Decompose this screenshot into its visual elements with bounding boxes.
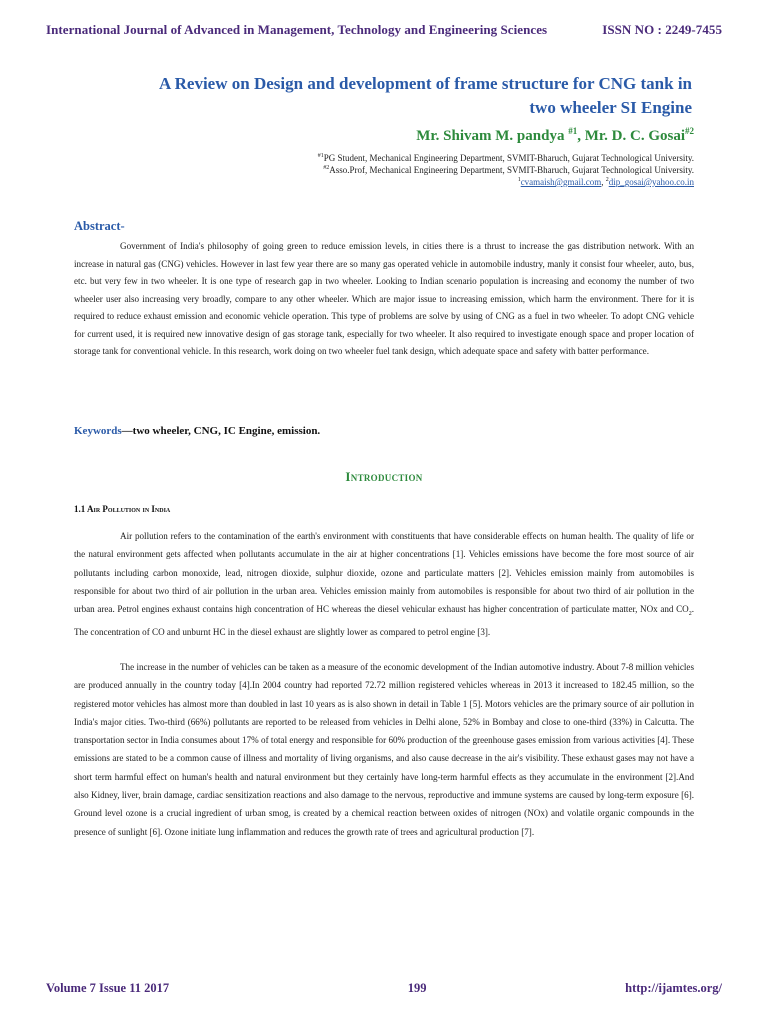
keywords-line: [74, 425, 320, 437]
volume-info: Volume 7 Issue 11 2017: [46, 981, 170, 995]
intro-paragraph-1: [74, 527, 694, 642]
author-2: Mr. D. C. Gosai: [584, 128, 685, 144]
author-2-mark: #2: [685, 126, 694, 136]
author-1-mark: #1: [568, 126, 578, 136]
keywords-text: —two wheeler, CNG, IC Engine, emission.: [121, 425, 321, 437]
affiliation-2-mark: #2: [323, 165, 330, 171]
subsection-heading: 1.1 Air Pollution in India: [74, 504, 171, 514]
issn-number: ISSN NO : 2249-7455: [602, 22, 722, 37]
running-header: [46, 22, 722, 38]
title-line-1: A Review on Design and development of frame structure for CNG tank in: [159, 74, 692, 93]
abstract-text: Government of India's philosophy of going green to reduce emission levels, in cities there is a thrust to increase the gas distribution network. With an increase in natural gas (CNG) vehicles. However in last few year there are so many gas operated vehicle in automobile industry, manly it consist four wheeler, auto, bus, etc. but very few in two wheeler. It is one type of research gap in two wheeler. Looking to Indian scenario population is increasing and economy the number of two wheeler user also increasing very broadly, compare to any other wheeler. Which are major issue to increasing emission, which harm the environment. There for it is required to reduce exhaust emission and economic vehicle operation. This type of problems are solve by using of CNG as a fuel in two wheeler. To adopt CNG vehicle for current used, it is required new innovative design of gas storage tank, especially for two wheeler. It also required to investigate enough space and proper location of storage tank for conventional vehicle. In this research, work doing on two wheeler fuel tank design, which adequate space and safety with batter performance.: [74, 241, 694, 356]
journal-url[interactable]: http://ijamtes.org/: [625, 981, 722, 995]
affiliation-1-mark: #1: [317, 153, 324, 159]
email-separator: ,: [601, 177, 606, 187]
paper-title: [40, 72, 692, 120]
abstract-heading: Abstract-: [74, 219, 125, 233]
author-list: [60, 126, 694, 145]
co2-subscript: 2: [688, 611, 692, 617]
email-1-link[interactable]: cvamaish@gmail.com: [520, 177, 602, 187]
page-number: 199: [407, 981, 427, 995]
author-1: Mr. Shivam M. pandya: [416, 128, 569, 144]
introduction-heading: Introduction: [345, 469, 423, 484]
author-separator: ,: [577, 128, 585, 144]
title-line-2: two wheeler SI Engine: [529, 98, 692, 117]
email-1-mark: 1: [517, 177, 521, 183]
intro-paragraph-1-a: Air pollution refers to the contamination of the earth's environment with constituents that have considerable effects on human health. The quality of life or the natural environment gets affected when pollutants accumulate in the air at higher concentrations [1]. Vehicles emissions have become the fore most source of air pollutants including carbon monoxide, lead, nitrogen dioxide, sulphur dioxide, ozone and particulate matters [2]. Vehicles emission mainly from automobiles is responsible for about two third of air pollution in the urban area. Vehicles emission mainly from automobiles is responsible for about two third of air pollution in the urban area. Petrol engines exhaust contains high concentration of HC whereas the diesel vehicular exhaust has higher concentration of particulate matter, NOx and CO: [74, 531, 694, 615]
page-footer: [46, 981, 722, 996]
author-emails: [60, 174, 694, 188]
journal-name: International Journal of Advanced in Management, Technology and Engineering Sciences: [46, 22, 548, 37]
keywords-label: Keywords: [74, 425, 122, 437]
affiliation-2-text: Asso.Prof, Mechanical Engineering Department, SVMIT-Bharuch, Gujarat Technological University.: [329, 165, 694, 175]
intro-paragraph-1-b: . The concentration of CO and unburnt HC in the diesel exhaust are slightly lower as compared to petrol engine [3].: [74, 604, 694, 638]
email-2-mark: 2: [605, 177, 609, 183]
affiliation-1-text: PG Student, Mechanical Engineering Department, SVMIT-Bharuch, Gujarat Technological University.: [323, 153, 694, 163]
intro-paragraph-2: The increase in the number of vehicles can be taken as a measure of the economic development of the Indian automotive industry. About 7-8 million vehicles are produced annually in the country today [4].In 2004 country had reported 72.72 million registered vehicles whereas in 2013 it increased to 182.45 million, so the registered motor vehicles has almost more than doubled in last 10 years as is also shown in detail in Table 1 [5]. Motors vehicles are the primary source of air pollution in India's major cities. Two-third (66%) pollutants are reported to be released from vehicles in Delhi alone, 52% in Bombay and close to one-third (33%) in Calcutta. The transportation sector in India consumes about 17% of total energy and responsible for 60% production of the greenhouse gases emission from various activities [4]. These emissions are stated to be a common cause of illness and mortality of living organisms, and also cause decrease in the air's visibility. These exhaust gases may not have a short term harmful effect on human's health and natural environment but they certainly have long-term harmful effects as they accumulate in the environment [2].And also Kidney, liver, brain damage, cardiac sensitization reactions and also damage to the nervous, reproductive and immune systems are caused by long-term exposure [6]. Ground level ozone is a crucial ingredient of urban smog, is created by a chemical reaction between oxides of nitrogen (NOx) and volatile organic compounds in the presence of sunlight [6]. Ozone initiate lung inflammation and reduces the growth rate of trees and agricultural production [7].: [74, 662, 694, 837]
email-2-link[interactable]: dip_gosai@yahoo.co.in: [608, 177, 694, 187]
